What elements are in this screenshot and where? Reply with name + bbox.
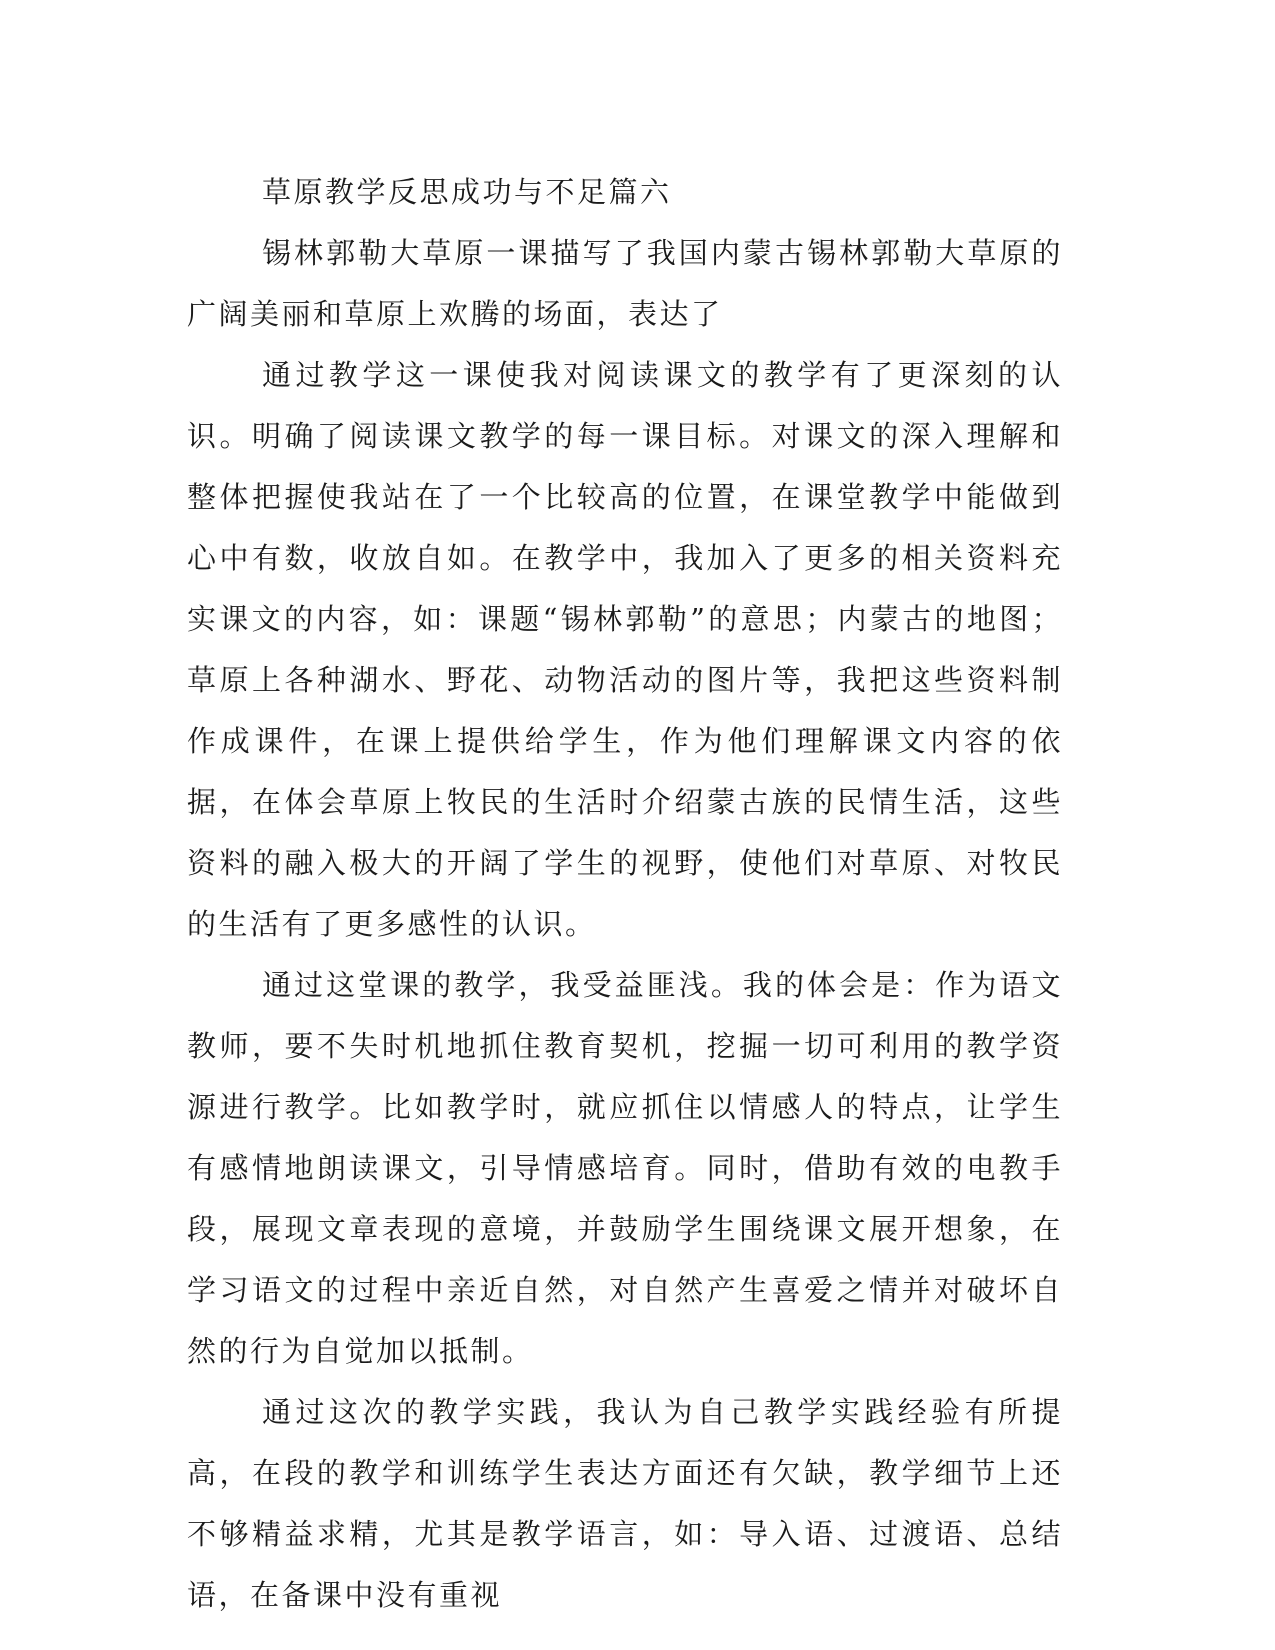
document-title: 草原教学反思成功与不足篇六	[262, 175, 672, 209]
paragraph-intro: 锡林郭勒大草原一课描写了我国内蒙古锡林郭勒大草原的广阔美丽和草原上欢腾的场面，表达了	[187, 236, 1063, 331]
document-body	[187, 162, 1063, 1626]
paragraph-teaching-insight: 通过教学这一课使我对阅读课文的教学有了更深刻的认识。明确了阅读课文教学的每一课目标。对课文的深入理解和整体把握使我站在了一个比较高的位置，在课堂教学中能做到心中有数，收放自如。在教学中，我加入了更多的相关资料充实课文的内容，如：课题“锡林郭勒”的意思；内蒙古的地图；草原上各种湖水、野花、动物活动的图片等，我把这些资料制作成课件，在课上提供给学生，作为他们理解课文内容的依据，在体会草原上牧民的生活时介绍蒙古族的民情生活，这些资料的融入极大的开阔了学生的视野，使他们对草原、对牧民的生活有了更多感性的认识。	[187, 358, 1063, 941]
paragraph-experience: 通过这堂课的教学，我受益匪浅。我的体会是：作为语文教师，要不失时机地抓住教育契机，挖掘一切可利用的教学资源进行教学。比如教学时，就应抓住以情感人的特点，让学生有感情地朗读课文，引导情感培育。同时，借助有效的电教手段，展现文章表现的意境，并鼓励学生围绕课文展开想象，在学习语文的过程中亲近自然，对自然产生喜爱之情并对破坏自然的行为自觉加以抵制。	[187, 968, 1063, 1368]
paragraph-shortcomings: 通过这次的教学实践，我认为自己教学实践经验有所提高，在段的教学和训练学生表达方面还有欠缺，教学细节上还不够精益求精，尤其是教学语言，如：导入语、过渡语、总结语，在备课中没有重视	[187, 1395, 1063, 1612]
